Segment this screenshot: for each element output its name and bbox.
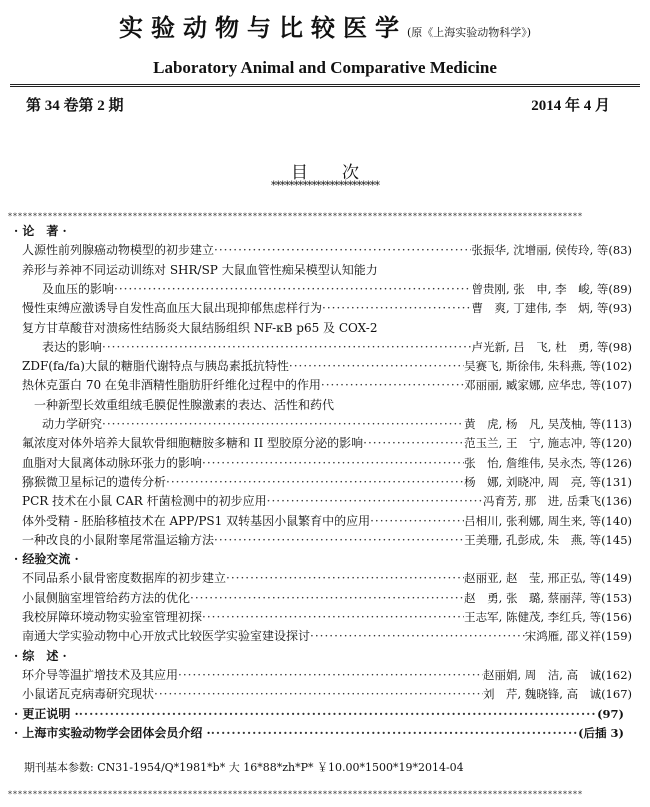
toc-title: 表达的影响 bbox=[42, 339, 103, 354]
toc-entry bbox=[22, 319, 632, 337]
toc-entry bbox=[22, 531, 632, 549]
toc-section-heading bbox=[14, 647, 624, 665]
toc-authors-page: 赵 勇, 张 璐, 蔡丽萍, 等(153) bbox=[464, 590, 632, 605]
dot-leader bbox=[310, 627, 525, 645]
toc-entry bbox=[42, 415, 632, 433]
toc-entry bbox=[42, 280, 632, 298]
toc-authors-page: 吴赛飞, 斯徐伟, 朱科燕, 等(102) bbox=[464, 359, 632, 374]
toc-authors-page: 卢光新, 吕 飞, 杜 勇, 等(98) bbox=[471, 339, 632, 354]
toc-entry bbox=[42, 338, 632, 356]
toc-authors-page: 杨 娜, 刘晓冲, 周 亮, 等(131) bbox=[464, 474, 632, 489]
dot-leader bbox=[226, 569, 464, 587]
toc-title: · 经验交流 · bbox=[14, 552, 79, 567]
toc-entry bbox=[22, 434, 632, 452]
issue-date: 2014 年 4 月 bbox=[531, 98, 610, 114]
toc-title: 一种改良的小鼠附睾尾常温运输方法 bbox=[22, 532, 215, 547]
journal-chinese-title: 实验动物与比较医学(原《上海实验动物科学》) bbox=[118, 13, 532, 42]
toc-entry bbox=[22, 685, 632, 703]
toc-title: 及血压的影响 bbox=[42, 281, 115, 296]
toc-authors-page: 王美珊, 孔彭成, 朱 燕, 等(145) bbox=[464, 532, 632, 547]
toc-entry bbox=[22, 473, 632, 491]
toc-title: 氟浓度对体外培养大鼠软骨细胞糖胺多糖和 II 型胶原分泌的影响 bbox=[22, 436, 364, 451]
dot-leader bbox=[211, 724, 578, 742]
toc-title: 猕猴微卫星标记的遗传分析 bbox=[22, 474, 167, 489]
toc-authors-page: 范玉兰, 王 宁, 施志冲, 等(120) bbox=[464, 436, 632, 451]
toc-authors-page: 曾贵刚, 张 申, 李 峻, 等(89) bbox=[471, 281, 632, 296]
toc-entry bbox=[22, 589, 632, 607]
toc-title: 一种新型长效重组绒毛膜促性腺激素的表达、活性和药代 bbox=[34, 397, 335, 412]
dot-leader bbox=[370, 512, 464, 530]
toc-title: 南通大学实验动物中心开放式比较医学实验室建设探讨 bbox=[22, 629, 311, 644]
toc-heading-stars: ************************ bbox=[271, 179, 379, 192]
dot-leader bbox=[202, 454, 464, 472]
toc-entry bbox=[22, 512, 632, 530]
toc-authors-page: 宋鸿雁, 邵义祥(159) bbox=[524, 629, 632, 644]
top-star-divider: ******************************************************************************************************************* bbox=[8, 212, 583, 221]
dot-leader bbox=[321, 376, 464, 394]
toc-title: 体外受精 - 胚胎移植技术在 APP/PS1 双转基因小鼠繁育中的应用 bbox=[22, 513, 371, 528]
bottom-star-divider: ******************************************************************************************************************* bbox=[8, 790, 583, 799]
toc-section-heading bbox=[14, 550, 624, 568]
dot-leader bbox=[289, 357, 464, 375]
toc-title: 不同品系小鼠骨密度数据库的初步建立 bbox=[22, 571, 227, 586]
toc-entry bbox=[22, 569, 632, 587]
toc-entry bbox=[22, 299, 632, 317]
toc-title: 热休克蛋白 70 在兔非酒精性脂肪肝纤维化过程中的作用 bbox=[22, 378, 321, 393]
toc-entry bbox=[22, 492, 632, 510]
dot-leader bbox=[214, 241, 471, 259]
toc-authors-page: (97) bbox=[597, 706, 624, 721]
toc-title: · 更正说明 · bbox=[14, 706, 79, 721]
toc-authors-page: 张 怡, 詹维伟, 吴永杰, 等(126) bbox=[464, 455, 632, 470]
toc-section-heading bbox=[14, 724, 624, 742]
toc-authors-page: 黄 虎, 杨 凡, 吴茂柚, 等(113) bbox=[464, 417, 632, 431]
toc-title: 小鼠诺瓦克病毒研究现状 bbox=[22, 687, 155, 702]
toc-title: 动力学研究 bbox=[42, 417, 103, 431]
toc-title: PCR 技术在小鼠 CAR 杆菌检测中的初步应用 bbox=[22, 494, 267, 509]
toc-title: 人源性前列腺癌动物模型的初步建立 bbox=[22, 243, 215, 258]
toc-entry bbox=[22, 241, 632, 259]
dot-leader bbox=[166, 473, 464, 491]
toc-title: 环介导等温扩增技术及其应用 bbox=[22, 667, 179, 682]
toc-entry bbox=[22, 261, 632, 279]
toc-authors-page: 张振华, 沈增丽, 侯传玲, 等(83) bbox=[471, 243, 632, 258]
dot-leader bbox=[154, 685, 483, 703]
toc-entry bbox=[22, 376, 632, 394]
toc-title: · 上海市实验动物学会团体会员介绍 · bbox=[14, 725, 211, 740]
dot-leader bbox=[267, 492, 483, 510]
dot-leader bbox=[102, 415, 464, 433]
toc-authors-page: 邓丽丽, 臧家娜, 应华忠, 等(107) bbox=[464, 378, 632, 393]
toc-section-heading bbox=[14, 705, 624, 723]
dot-leader bbox=[190, 589, 464, 607]
toc-title: · 综 述 · bbox=[14, 648, 67, 663]
toc-entry bbox=[22, 608, 632, 626]
dot-leader bbox=[178, 666, 483, 684]
dot-leader bbox=[79, 705, 597, 723]
toc-authors-page: 刘 芹, 魏晓锋, 高 诚(167) bbox=[482, 687, 632, 702]
dot-leader bbox=[363, 434, 464, 452]
toc-title: 我校屏障环境动物实验室管理初探 bbox=[22, 610, 203, 624]
toc-authors-page: 赵丽娟, 周 洁, 高 诚(162) bbox=[482, 667, 632, 682]
toc-title: 慢性束缚应激诱导自发性高血压大鼠出现抑郁焦虑样行为 bbox=[22, 301, 323, 316]
dot-leader bbox=[202, 608, 464, 626]
toc-authors-page: 吕相川, 张利娜, 周生来, 等(140) bbox=[464, 513, 632, 528]
header-rule bbox=[10, 86, 640, 87]
toc-authors-page: 曹 爽, 丁建伟, 李 炳, 等(93) bbox=[471, 301, 632, 316]
toc-entry bbox=[22, 627, 632, 645]
toc-entry bbox=[22, 666, 632, 684]
toc-title: 血脂对大鼠离体动脉环张力的影响 bbox=[22, 455, 203, 470]
volume-issue: 第 34 卷第 2 期 bbox=[26, 98, 124, 114]
dot-leader bbox=[322, 299, 471, 317]
toc-authors-page: 冯育芳, 那 进, 岳秉飞(136) bbox=[482, 494, 632, 509]
journal-former-name: (原《上海实验动物科学》) bbox=[406, 26, 532, 39]
toc-title: · 论 著 · bbox=[14, 224, 67, 238]
dot-leader bbox=[114, 280, 471, 298]
dot-leader bbox=[214, 531, 464, 549]
journal-english-title: Laboratory Animal and Comparative Medicine bbox=[153, 58, 497, 77]
toc-authors-page: 王志军, 陈健茂, 李红兵, 等(156) bbox=[464, 610, 632, 624]
journal-parameters: 期刊基本参数: CN31-1954/Q*1981*b* 大 16*88*zh*P* ￥10.00*1500*19*2014-04 bbox=[24, 761, 464, 774]
dot-leader bbox=[102, 338, 471, 356]
toc-title: 小鼠侧脑室埋管给药方法的优化 bbox=[22, 590, 191, 605]
toc-authors-page: (后插 3) bbox=[578, 725, 624, 740]
toc-entry bbox=[22, 454, 632, 472]
header-rule bbox=[10, 84, 640, 85]
toc-entry bbox=[34, 396, 624, 414]
toc-title: ZDF(fa/fa)大鼠的糖脂代谢特点与胰岛素抵抗特性 bbox=[22, 359, 289, 374]
toc-authors-page: 赵丽亚, 赵 莹, 邢正弘, 等(149) bbox=[464, 571, 632, 586]
toc-heading: 目次 bbox=[291, 163, 393, 183]
toc-entry bbox=[22, 357, 632, 375]
toc-title: 复方甘草酸苷对溃疡性结肠炎大鼠结肠组织 NF-κB p65 及 COX-2 bbox=[22, 320, 378, 335]
toc-title: 养形与养神不同运动训练对 SHR/SP 大鼠血管性痴呆模型认知能力 bbox=[22, 262, 378, 277]
toc-section-heading bbox=[14, 222, 624, 240]
